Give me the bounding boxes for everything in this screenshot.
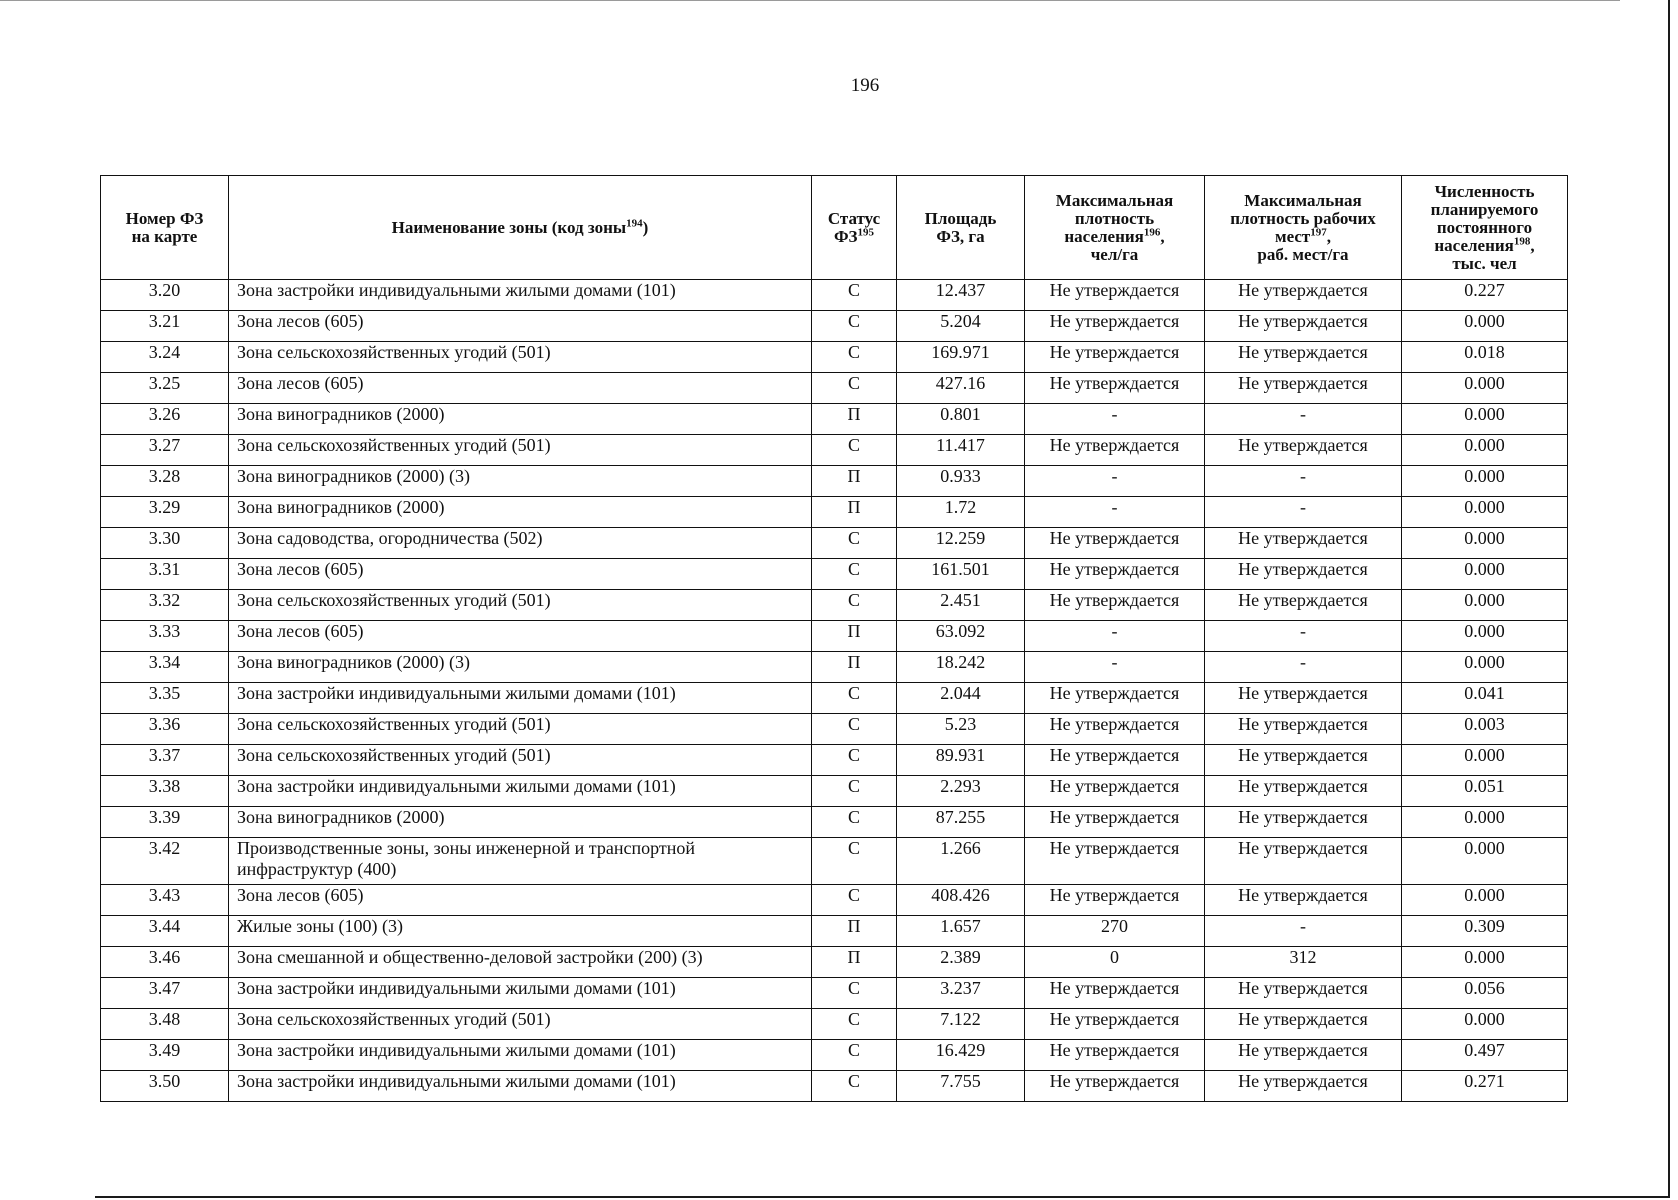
- cell-jobs: Не утверждается: [1205, 745, 1402, 776]
- cell-population: 0.051: [1402, 776, 1568, 807]
- cell-zone-name: Зона лесов (605): [229, 885, 812, 916]
- table-row: [101, 528, 1568, 559]
- cell-area: 12.259: [897, 528, 1025, 559]
- cell-zone-name: Зона сельскохозяйственных угодий (501): [229, 342, 812, 373]
- cell-status: С: [812, 528, 897, 559]
- table-row: [101, 311, 1568, 342]
- table-row: [101, 838, 1568, 885]
- cell-density: Не утверждается: [1025, 807, 1205, 838]
- cell-density: 0: [1025, 947, 1205, 978]
- cell-status: С: [812, 745, 897, 776]
- cell-density: Не утверждается: [1025, 280, 1205, 311]
- cell-number: 3.42: [101, 838, 229, 885]
- cell-area: 408.426: [897, 885, 1025, 916]
- cell-population: 0.000: [1402, 590, 1568, 621]
- cell-density: -: [1025, 621, 1205, 652]
- cell-zone-name: Зона виноградников (2000) (3): [229, 652, 812, 683]
- cell-status: С: [812, 590, 897, 621]
- cell-status: П: [812, 947, 897, 978]
- cell-number: 3.27: [101, 435, 229, 466]
- cell-zone-name: Зона сельскохозяйственных угодий (501): [229, 1009, 812, 1040]
- cell-number: 3.26: [101, 404, 229, 435]
- cell-density: -: [1025, 652, 1205, 683]
- cell-jobs: -: [1205, 916, 1402, 947]
- cell-status: С: [812, 280, 897, 311]
- cell-density: Не утверждается: [1025, 1040, 1205, 1071]
- cell-zone-name: Зона застройки индивидуальными жилыми домами (101): [229, 280, 812, 311]
- cell-jobs: Не утверждается: [1205, 1040, 1402, 1071]
- cell-zone-name: Зона сельскохозяйственных угодий (501): [229, 435, 812, 466]
- cell-status: С: [812, 885, 897, 916]
- cell-area: 0.801: [897, 404, 1025, 435]
- table-row: [101, 466, 1568, 497]
- cell-jobs: -: [1205, 404, 1402, 435]
- cell-population: 0.000: [1402, 838, 1568, 885]
- cell-population: 0.000: [1402, 559, 1568, 590]
- cell-area: 5.204: [897, 311, 1025, 342]
- cell-zone-name: Зона виноградников (2000): [229, 404, 812, 435]
- header-density: Максимальная плотность населения$^{196}$, чел/га: [1025, 176, 1205, 280]
- cell-number: 3.31: [101, 559, 229, 590]
- cell-zone-name: Жилые зоны (100) (3): [229, 916, 812, 947]
- cell-status: С: [812, 435, 897, 466]
- cell-number: 3.47: [101, 978, 229, 1009]
- cell-population: 0.497: [1402, 1040, 1568, 1071]
- cell-status: П: [812, 497, 897, 528]
- cell-area: 1.657: [897, 916, 1025, 947]
- header-name: Наименование зоны (код зоны$^{194}$): [229, 176, 812, 280]
- cell-area: 63.092: [897, 621, 1025, 652]
- table-row: [101, 652, 1568, 683]
- cell-zone-name: Зона лесов (605): [229, 559, 812, 590]
- cell-number: 3.20: [101, 280, 229, 311]
- cell-area: 3.237: [897, 978, 1025, 1009]
- cell-number: 3.32: [101, 590, 229, 621]
- cell-jobs: Не утверждается: [1205, 807, 1402, 838]
- cell-jobs: Не утверждается: [1205, 714, 1402, 745]
- cell-status: С: [812, 342, 897, 373]
- cell-status: С: [812, 1040, 897, 1071]
- cell-jobs: Не утверждается: [1205, 373, 1402, 404]
- cell-status: С: [812, 1071, 897, 1102]
- cell-area: 12.437: [897, 280, 1025, 311]
- cell-area: 169.971: [897, 342, 1025, 373]
- cell-jobs: -: [1205, 497, 1402, 528]
- cell-jobs: Не утверждается: [1205, 776, 1402, 807]
- table-row: [101, 776, 1568, 807]
- cell-density: Не утверждается: [1025, 683, 1205, 714]
- cell-density: Не утверждается: [1025, 311, 1205, 342]
- page-number: 196: [850, 75, 880, 96]
- cell-zone-name: Зона виноградников (2000) (3): [229, 466, 812, 497]
- zones-table: [100, 175, 1568, 1102]
- cell-zone-name: Зона застройки индивидуальными жилыми домами (101): [229, 776, 812, 807]
- cell-jobs: Не утверждается: [1205, 838, 1402, 885]
- cell-zone-name: Зона сельскохозяйственных угодий (501): [229, 745, 812, 776]
- cell-number: 3.33: [101, 621, 229, 652]
- cell-number: 3.37: [101, 745, 229, 776]
- cell-number: 3.25: [101, 373, 229, 404]
- scan-edge-top: [0, 0, 1620, 1]
- cell-zone-name: Производственные зоны, зоны инженерной и транспортной инфраструктур (400): [229, 838, 812, 885]
- cell-population: 0.000: [1402, 528, 1568, 559]
- table-row: [101, 404, 1568, 435]
- cell-area: 16.429: [897, 1040, 1025, 1071]
- cell-jobs: 312: [1205, 947, 1402, 978]
- cell-status: С: [812, 683, 897, 714]
- cell-number: 3.34: [101, 652, 229, 683]
- table-row: [101, 916, 1568, 947]
- cell-population: 0.003: [1402, 714, 1568, 745]
- cell-number: 3.38: [101, 776, 229, 807]
- cell-area: 2.389: [897, 947, 1025, 978]
- cell-population: 0.000: [1402, 435, 1568, 466]
- header-population: Численность планируемого постоянного населения$^{198}$, тыс. чел: [1402, 176, 1568, 280]
- cell-area: 89.931: [897, 745, 1025, 776]
- cell-number: 3.46: [101, 947, 229, 978]
- cell-density: Не утверждается: [1025, 776, 1205, 807]
- cell-population: 0.000: [1402, 373, 1568, 404]
- header-jobs: Максимальная плотность рабочих мест$^{197}$, раб. мест/га: [1205, 176, 1402, 280]
- header-status: Статус ФЗ$^{195}$: [812, 176, 897, 280]
- cell-zone-name: Зона лесов (605): [229, 373, 812, 404]
- table-row: [101, 745, 1568, 776]
- cell-population: 0.000: [1402, 947, 1568, 978]
- cell-jobs: Не утверждается: [1205, 1009, 1402, 1040]
- cell-status: С: [812, 311, 897, 342]
- cell-zone-name: Зона лесов (605): [229, 311, 812, 342]
- cell-density: -: [1025, 466, 1205, 497]
- cell-jobs: -: [1205, 466, 1402, 497]
- cell-number: 3.21: [101, 311, 229, 342]
- cell-population: 0.018: [1402, 342, 1568, 373]
- table-row: [101, 885, 1568, 916]
- cell-zone-name: Зона сельскохозяйственных угодий (501): [229, 590, 812, 621]
- cell-area: 0.933: [897, 466, 1025, 497]
- cell-jobs: Не утверждается: [1205, 1071, 1402, 1102]
- header-number: Номер ФЗ на карте: [101, 176, 229, 280]
- table-row: [101, 497, 1568, 528]
- table-row: [101, 435, 1568, 466]
- cell-number: 3.39: [101, 807, 229, 838]
- cell-population: 0.000: [1402, 621, 1568, 652]
- cell-area: 7.755: [897, 1071, 1025, 1102]
- cell-density: Не утверждается: [1025, 714, 1205, 745]
- cell-zone-name: Зона застройки индивидуальными жилыми домами (101): [229, 978, 812, 1009]
- cell-jobs: Не утверждается: [1205, 435, 1402, 466]
- cell-density: 270: [1025, 916, 1205, 947]
- cell-jobs: Не утверждается: [1205, 280, 1402, 311]
- cell-status: С: [812, 838, 897, 885]
- cell-jobs: Не утверждается: [1205, 683, 1402, 714]
- table-header: [101, 176, 1568, 280]
- cell-zone-name: Зона смешанной и общественно-деловой застройки (200) (3): [229, 947, 812, 978]
- cell-population: 0.309: [1402, 916, 1568, 947]
- table-row: [101, 1009, 1568, 1040]
- table-row: [101, 947, 1568, 978]
- table-row: [101, 373, 1568, 404]
- cell-area: 2.451: [897, 590, 1025, 621]
- cell-number: 3.48: [101, 1009, 229, 1040]
- cell-population: 0.000: [1402, 745, 1568, 776]
- cell-status: П: [812, 404, 897, 435]
- cell-density: Не утверждается: [1025, 590, 1205, 621]
- cell-density: Не утверждается: [1025, 838, 1205, 885]
- header-row: [101, 176, 1568, 280]
- cell-zone-name: Зона виноградников (2000): [229, 807, 812, 838]
- cell-status: П: [812, 621, 897, 652]
- cell-number: 3.50: [101, 1071, 229, 1102]
- cell-area: 2.044: [897, 683, 1025, 714]
- cell-jobs: Не утверждается: [1205, 590, 1402, 621]
- cell-number: 3.49: [101, 1040, 229, 1071]
- cell-status: П: [812, 652, 897, 683]
- cell-density: Не утверждается: [1025, 1009, 1205, 1040]
- cell-population: 0.000: [1402, 311, 1568, 342]
- cell-population: 0.000: [1402, 652, 1568, 683]
- cell-density: -: [1025, 404, 1205, 435]
- cell-number: 3.24: [101, 342, 229, 373]
- table-row: [101, 1071, 1568, 1102]
- scan-edge-bottom: [95, 1196, 1670, 1198]
- cell-number: 3.28: [101, 466, 229, 497]
- cell-density: -: [1025, 497, 1205, 528]
- cell-area: 1.266: [897, 838, 1025, 885]
- table-row: [101, 714, 1568, 745]
- table-row: [101, 978, 1568, 1009]
- cell-status: С: [812, 978, 897, 1009]
- table-row: [101, 1040, 1568, 1071]
- cell-status: П: [812, 466, 897, 497]
- cell-population: 0.227: [1402, 280, 1568, 311]
- cell-number: 3.44: [101, 916, 229, 947]
- cell-number: 3.36: [101, 714, 229, 745]
- cell-population: 0.000: [1402, 1009, 1568, 1040]
- cell-population: 0.000: [1402, 404, 1568, 435]
- cell-density: Не утверждается: [1025, 559, 1205, 590]
- cell-status: С: [812, 714, 897, 745]
- cell-number: 3.43: [101, 885, 229, 916]
- cell-density: Не утверждается: [1025, 978, 1205, 1009]
- cell-status: П: [812, 916, 897, 947]
- cell-area: 1.72: [897, 497, 1025, 528]
- cell-population: 0.041: [1402, 683, 1568, 714]
- table-row: [101, 683, 1568, 714]
- cell-density: Не утверждается: [1025, 342, 1205, 373]
- cell-jobs: Не утверждается: [1205, 978, 1402, 1009]
- cell-density: Не утверждается: [1025, 528, 1205, 559]
- cell-population: 0.000: [1402, 807, 1568, 838]
- cell-area: 161.501: [897, 559, 1025, 590]
- cell-status: С: [812, 807, 897, 838]
- cell-density: Не утверждается: [1025, 745, 1205, 776]
- cell-jobs: -: [1205, 652, 1402, 683]
- table-row: [101, 342, 1568, 373]
- cell-area: 5.23: [897, 714, 1025, 745]
- cell-area: 87.255: [897, 807, 1025, 838]
- cell-status: С: [812, 559, 897, 590]
- table-body: [101, 280, 1568, 1102]
- cell-zone-name: Зона застройки индивидуальными жилыми домами (101): [229, 1040, 812, 1071]
- cell-population: 0.000: [1402, 466, 1568, 497]
- cell-density: Не утверждается: [1025, 1071, 1205, 1102]
- cell-area: 11.417: [897, 435, 1025, 466]
- cell-zone-name: Зона лесов (605): [229, 621, 812, 652]
- cell-jobs: Не утверждается: [1205, 559, 1402, 590]
- cell-jobs: Не утверждается: [1205, 311, 1402, 342]
- cell-status: С: [812, 373, 897, 404]
- cell-number: 3.35: [101, 683, 229, 714]
- cell-density: Не утверждается: [1025, 373, 1205, 404]
- cell-zone-name: Зона садоводства, огородничества (502): [229, 528, 812, 559]
- header-area: Площадь ФЗ, га: [897, 176, 1025, 280]
- cell-population: 0.271: [1402, 1071, 1568, 1102]
- cell-number: 3.30: [101, 528, 229, 559]
- cell-status: С: [812, 1009, 897, 1040]
- cell-zone-name: Зона сельскохозяйственных угодий (501): [229, 714, 812, 745]
- cell-jobs: Не утверждается: [1205, 528, 1402, 559]
- cell-jobs: Не утверждается: [1205, 342, 1402, 373]
- cell-density: Не утверждается: [1025, 435, 1205, 466]
- cell-area: 7.122: [897, 1009, 1025, 1040]
- table-row: [101, 559, 1568, 590]
- scan-edge-right: [1668, 0, 1670, 1196]
- cell-number: 3.29: [101, 497, 229, 528]
- table-row: [101, 621, 1568, 652]
- cell-population: 0.056: [1402, 978, 1568, 1009]
- cell-area: 427.16: [897, 373, 1025, 404]
- cell-area: 2.293: [897, 776, 1025, 807]
- table-row: [101, 280, 1568, 311]
- cell-status: С: [812, 776, 897, 807]
- cell-jobs: Не утверждается: [1205, 885, 1402, 916]
- cell-population: 0.000: [1402, 497, 1568, 528]
- table-row: [101, 807, 1568, 838]
- cell-zone-name: Зона застройки индивидуальными жилыми домами (101): [229, 1071, 812, 1102]
- table-row: [101, 590, 1568, 621]
- cell-zone-name: Зона застройки индивидуальными жилыми домами (101): [229, 683, 812, 714]
- cell-zone-name: Зона виноградников (2000): [229, 497, 812, 528]
- cell-area: 18.242: [897, 652, 1025, 683]
- cell-density: Не утверждается: [1025, 885, 1205, 916]
- cell-jobs: -: [1205, 621, 1402, 652]
- cell-population: 0.000: [1402, 885, 1568, 916]
